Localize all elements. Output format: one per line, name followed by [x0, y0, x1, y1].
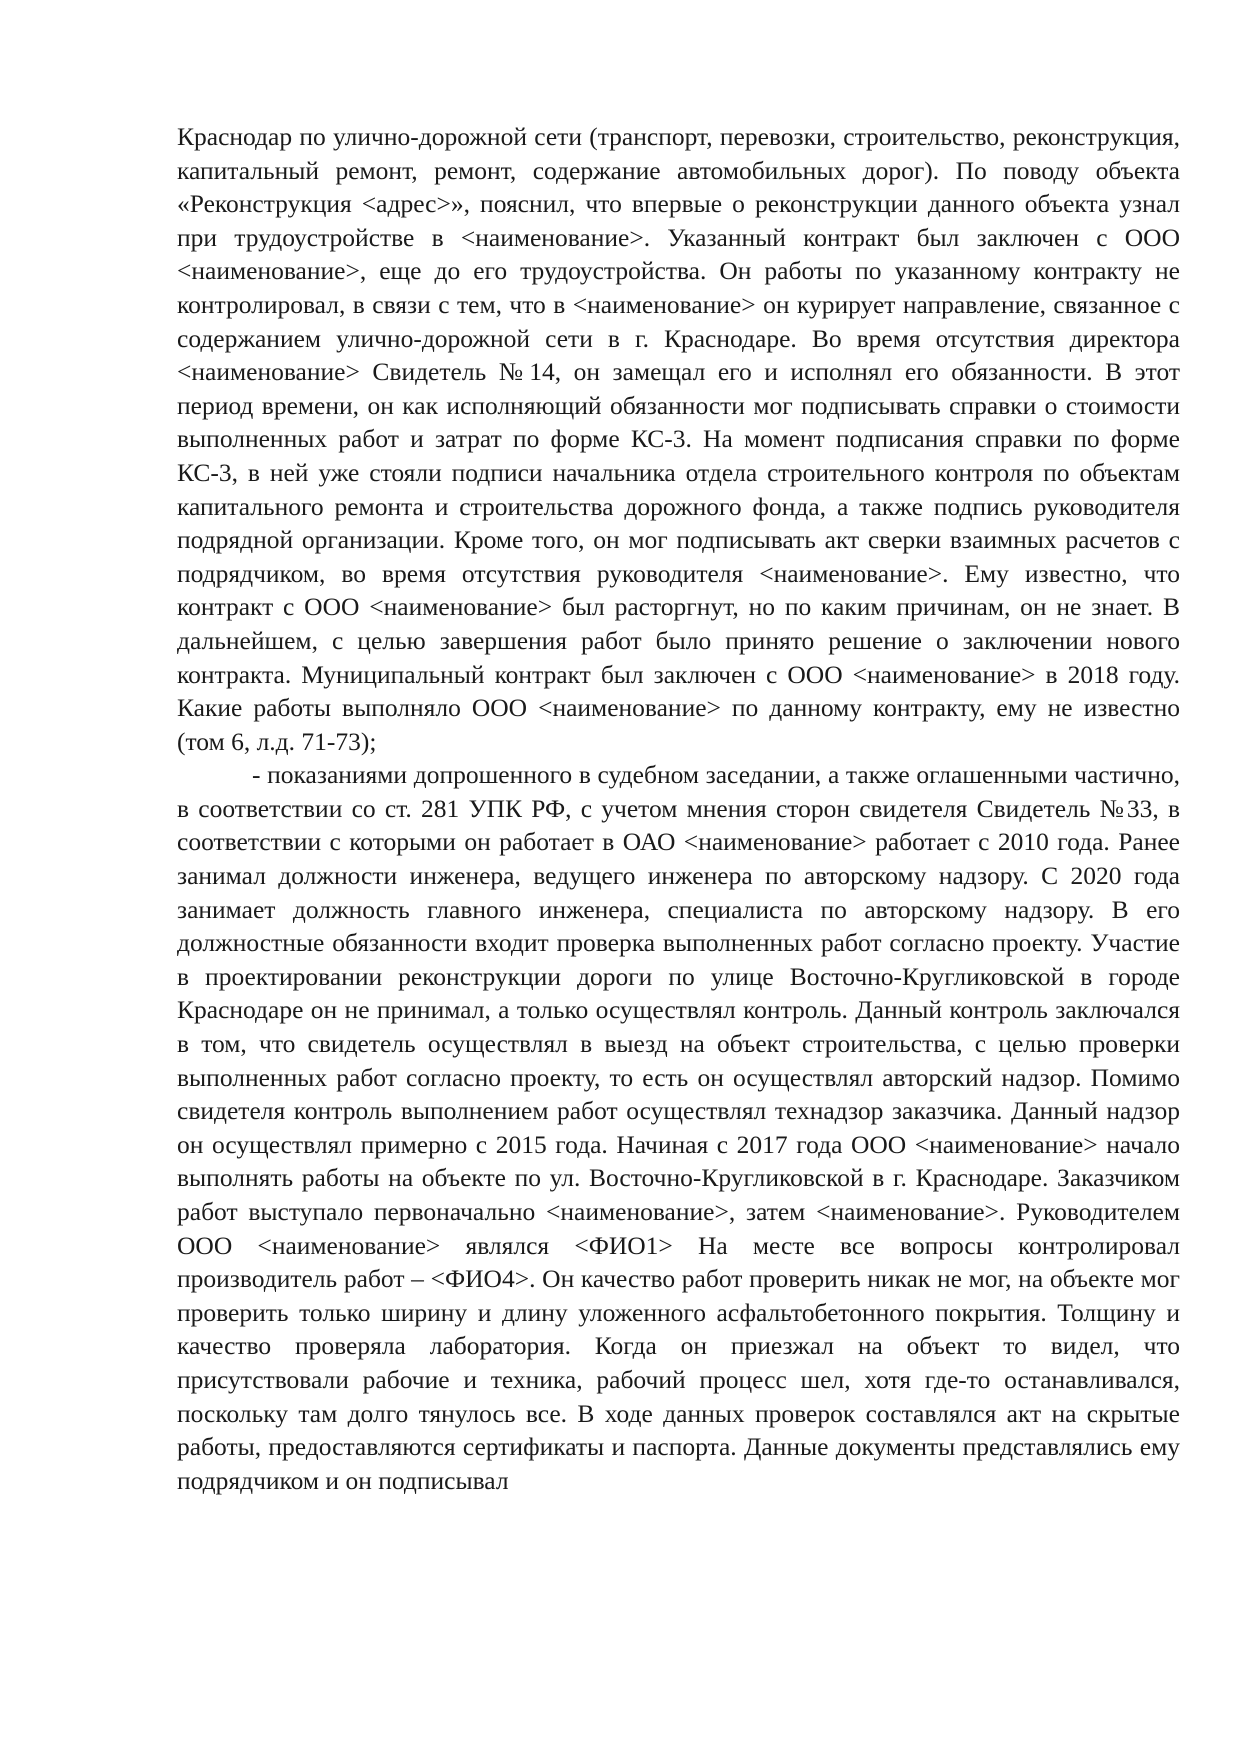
document-body: [177, 120, 1180, 1497]
paragraph-witness-33-testimony: - показаниями допрошенного в судебном заседании, а также оглашенными частично, в соответствии со ст. 281 УПК РФ, с учетом мнения сторон свидетеля Свидетель №33, в соответствии с которыми он работает в ОАО <наименование> работает с 2010 года. Ранее занимал должности инженера, ведущего инженера по авторскому надзору. С 2020 года занимает должность главного инженера, специалиста по авторскому надзору. В его должностные обязанности входит проверка выполненных работ согласно проекту. Участие в проектировании реконструкции дороги по улице Восточно-Кругликовской в городе Краснодаре он не принимал, а только осуществлял контроль. Данный контроль заключался в том, что свидетель осуществлял в выезд на объект строительства, с целью проверки выполненных работ согласно проекту, то есть он осуществлял авторский надзор. Помимо свидетеля контроль выполнением работ осуществлял технадзор заказчика. Данный надзор он осуществлял примерно с 2015 года. Начиная с 2017 года ООО <наименование> начало выполнять работы на объекте по ул. Восточно-Кругликовской в г. Краснодаре. Заказчиком работ выступало первоначально <наименование>, затем <наименование>. Руководителем ООО <наименование> являлся <ФИО1> На месте все вопросы контролировал производитель работ – <ФИО4>. Он качество работ проверить никак не мог, на объекте мог проверить только ширину и длину уложенного асфальтобетонного покрытия. Толщину и качество проверяла лаборатория. Когда он приезжал на объект то видел, что присутствовали рабочие и техника, рабочий процесс шел, хотя где-то останавливался, поскольку там долго тянулось все. В ходе данных проверок составлялся акт на скрытые работы, предоставляются сертификаты и паспорта. Данные документы представлялись ему подрядчиком и он подписывал: [177, 760, 1180, 1495]
paragraph-testimony-continued: Краснодар по улично-дорожной сети (транспорт, перевозки, строительство, реконструкция, капитальный ремонт, ремонт, содержание автомобильных дорог). По поводу объекта «Реконструкция <адрес>», пояснил, что впервые о реконструкции данного объекта узнал при трудоустройстве в <наименование>. Указанный контракт был заключен с ООО <наименование>, еще до его трудоустройства. Он работы по указанному контракту не контролировал, в связи с тем, что в <наименование> он курирует направление, связанное с содержанием улично-дорожной сети в г. Краснодаре. Во время отсутствия директора <наименование> Свидетель №14, он замещал его и исполнял его обязанности. В этот период времени, он как исполняющий обязанности мог подписывать справки о стоимости выполненных работ и затрат по форме КС-3. На момент подписания справки по форме КС-3, в ней уже стояли подписи начальника отдела строительного контроля по объектам капитального ремонта и строительства дорожного фонда, а также подпись руководителя подрядной организации. Кроме того, он мог подписывать акт сверки взаимных расчетов с подрядчиком, во время отсутствия руководителя <наименование>. Ему известно, что контракт с ООО <наименование> был расторгнут, но по каким причинам, он не знает. В дальнейшем, с целью завершения работ было принято решение о заключении нового контракта. Муниципальный контракт был заключен с ООО <наименование> в 2018 году. Какие работы выполняло ООО <наименование> по данному контракту, ему не известно (том 6, л.д. 71-73);: [177, 122, 1180, 756]
